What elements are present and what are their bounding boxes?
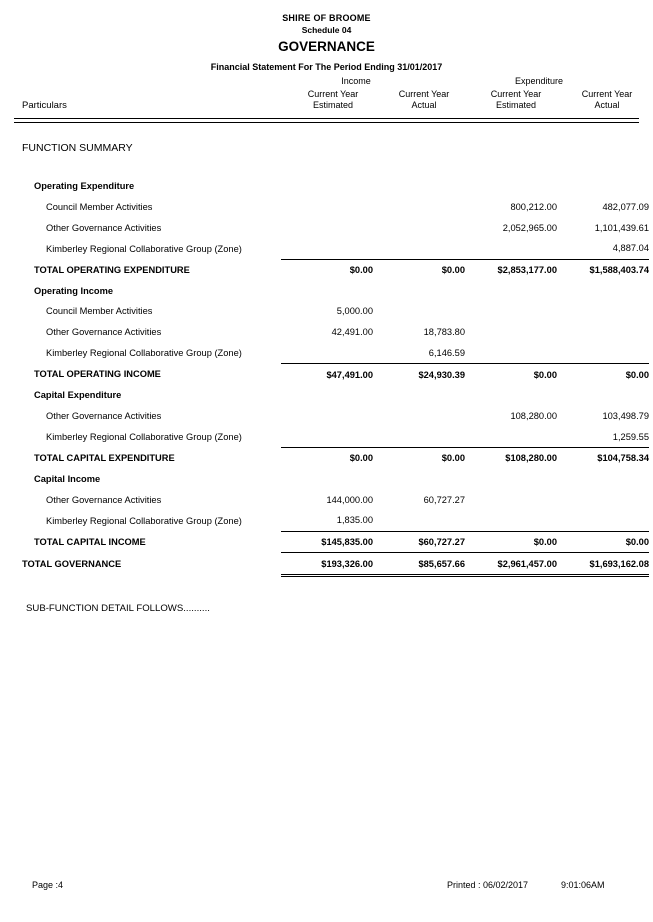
cell-income-estimated xyxy=(281,426,373,447)
cell-income-estimated xyxy=(281,176,373,197)
row-label: Kimberley Regional Collaborative Group (Zone) xyxy=(46,243,242,254)
column-header-line2: Actual xyxy=(411,100,437,110)
cell-expenditure-estimated xyxy=(465,510,557,531)
cell-pad xyxy=(649,447,653,468)
header-rule-thick xyxy=(14,118,639,119)
cell-expenditure-estimated xyxy=(465,301,557,322)
row-label: Other Governance Activities xyxy=(46,327,162,338)
cell-income-estimated xyxy=(281,280,373,301)
column-header-income-actual xyxy=(378,89,470,111)
cell-expenditure-estimated xyxy=(465,238,557,259)
cell-pad xyxy=(649,176,653,197)
table-row xyxy=(0,259,653,280)
cell-expenditure-actual xyxy=(557,301,649,322)
table-row xyxy=(0,301,653,322)
cell-expenditure-actual: $0.00 xyxy=(557,364,649,385)
table-row xyxy=(0,531,653,553)
page-number: Page :4 xyxy=(32,880,64,890)
cell-income-estimated: $145,835.00 xyxy=(281,531,373,553)
table-row xyxy=(0,197,653,218)
cell-income-estimated xyxy=(281,217,373,238)
cell-income-actual: 18,783.80 xyxy=(423,327,465,338)
cell-expenditure-estimated: 2,052,965.00 xyxy=(502,222,557,233)
cell-expenditure-estimated: 108,280.00 xyxy=(510,410,557,421)
cell-expenditure-estimated: $2,853,177.00 xyxy=(465,259,557,280)
table-row xyxy=(0,343,653,364)
cell-expenditure-estimated: $108,280.00 xyxy=(465,447,557,468)
column-header-line2: Estimated xyxy=(312,100,354,110)
cell-income-actual xyxy=(373,217,465,238)
cell-expenditure-actual xyxy=(557,343,649,364)
cell-pad xyxy=(649,301,653,322)
page-title: GOVERNANCE xyxy=(278,39,375,54)
column-header-expenditure-estimated xyxy=(470,89,562,111)
row-label: Other Governance Activities xyxy=(46,222,162,233)
table-row-grand-total xyxy=(0,553,653,576)
row-label: TOTAL OPERATING INCOME xyxy=(34,369,161,380)
printed-date: Printed : 06/02/2017 xyxy=(447,880,529,890)
table-row xyxy=(0,469,653,490)
cell-expenditure-estimated xyxy=(465,489,557,510)
cell-pad xyxy=(649,238,653,259)
cell-income-actual xyxy=(373,406,465,427)
table-row xyxy=(0,385,653,406)
cell-expenditure-estimated xyxy=(465,385,557,406)
table-row xyxy=(0,510,653,531)
column-header-line1: Current Year xyxy=(398,89,450,99)
cell-income-estimated: 144,000.00 xyxy=(326,494,373,505)
row-label: Capital Income xyxy=(34,473,101,484)
column-header-line1: Current Year xyxy=(490,89,542,99)
column-header-income-estimated xyxy=(287,89,379,111)
cell-income-actual xyxy=(373,176,465,197)
table-row xyxy=(0,280,653,301)
column-header-band xyxy=(0,76,653,116)
cell-income-estimated xyxy=(281,343,373,364)
cell-expenditure-estimated: $2,961,457.00 xyxy=(465,553,557,576)
cell-expenditure-estimated xyxy=(465,469,557,490)
cell-expenditure-actual: 1,259.55 xyxy=(612,431,649,442)
cell-income-estimated xyxy=(281,238,373,259)
cell-pad xyxy=(649,197,653,218)
cell-income-estimated xyxy=(281,385,373,406)
cell-expenditure-actual xyxy=(557,176,649,197)
cell-income-actual xyxy=(373,197,465,218)
cell-expenditure-estimated: 800,212.00 xyxy=(510,202,557,213)
cell-income-estimated: $193,326.00 xyxy=(281,553,373,576)
cell-pad xyxy=(649,259,653,280)
cell-income-actual xyxy=(373,301,465,322)
cell-income-actual: $0.00 xyxy=(373,259,465,280)
cell-income-estimated: $47,491.00 xyxy=(281,364,373,385)
cell-income-estimated xyxy=(281,469,373,490)
cell-income-actual xyxy=(373,280,465,301)
column-header-line2: Estimated xyxy=(495,100,537,110)
table-row xyxy=(0,322,653,343)
cell-income-actual: 60,727.27 xyxy=(423,494,465,505)
table-row xyxy=(0,217,653,238)
cell-expenditure-actual xyxy=(557,489,649,510)
column-header-line2: Actual xyxy=(594,100,620,110)
cell-pad xyxy=(649,469,653,490)
cell-pad xyxy=(649,489,653,510)
cell-income-actual xyxy=(373,469,465,490)
cell-pad xyxy=(649,280,653,301)
table-row xyxy=(0,426,653,447)
document-header xyxy=(0,0,653,72)
cell-expenditure-estimated xyxy=(465,280,557,301)
row-label: Other Governance Activities xyxy=(46,494,162,505)
column-header-particulars: Particulars xyxy=(22,100,67,111)
column-header-expenditure-actual xyxy=(561,89,653,111)
cell-pad xyxy=(649,406,653,427)
cell-pad xyxy=(649,364,653,385)
cell-income-estimated: $0.00 xyxy=(281,447,373,468)
cell-expenditure-actual xyxy=(557,385,649,406)
table-row xyxy=(0,489,653,510)
period-line: Financial Statement For The Period Ending 31/01/2017 xyxy=(210,62,443,72)
cell-expenditure-actual xyxy=(557,469,649,490)
cell-income-actual: $60,727.27 xyxy=(373,531,465,553)
cell-pad xyxy=(649,217,653,238)
cell-expenditure-actual: $1,693,162.08 xyxy=(557,553,649,576)
row-label: Operating Income xyxy=(34,285,114,296)
cell-expenditure-actual: 482,077.09 xyxy=(602,202,649,213)
cell-income-estimated: 1,835.00 xyxy=(336,515,373,526)
cell-pad xyxy=(649,531,653,553)
column-header-line1: Current Year xyxy=(581,89,633,99)
cell-income-actual: $85,657.66 xyxy=(373,553,465,576)
row-label: TOTAL OPERATING EXPENDITURE xyxy=(34,264,190,275)
cell-expenditure-actual xyxy=(557,280,649,301)
cell-income-actual xyxy=(373,510,465,531)
row-label: Kimberley Regional Collaborative Group (Zone) xyxy=(46,431,242,442)
financial-table xyxy=(0,176,653,577)
row-label: Operating Expenditure xyxy=(34,181,135,192)
cell-pad xyxy=(649,426,653,447)
table-row xyxy=(0,176,653,197)
table-row xyxy=(0,447,653,468)
cell-expenditure-estimated: $0.00 xyxy=(465,364,557,385)
cell-income-actual: $24,930.39 xyxy=(373,364,465,385)
row-label: Capital Expenditure xyxy=(34,390,122,401)
cell-pad xyxy=(649,385,653,406)
cell-expenditure-actual xyxy=(557,510,649,531)
cell-expenditure-actual: 4,887.04 xyxy=(612,243,649,254)
cell-pad xyxy=(649,343,653,364)
cell-pad xyxy=(649,553,653,576)
row-label: Kimberley Regional Collaborative Group (Zone) xyxy=(46,348,242,359)
cell-income-actual xyxy=(373,426,465,447)
cell-expenditure-actual: $1,588,403.74 xyxy=(557,259,649,280)
cell-expenditure-actual: $104,758.34 xyxy=(557,447,649,468)
section-heading: FUNCTION SUMMARY xyxy=(22,142,133,154)
row-label: Kimberley Regional Collaborative Group (Zone) xyxy=(46,515,242,526)
table-row xyxy=(0,364,653,385)
cell-expenditure-actual: $0.00 xyxy=(557,531,649,553)
cell-income-estimated: $0.00 xyxy=(281,259,373,280)
row-label: Other Governance Activities xyxy=(46,410,162,421)
cell-expenditure-actual: 1,101,439.61 xyxy=(594,222,649,233)
cell-income-estimated: 42,491.00 xyxy=(331,327,373,338)
column-group-income: Income xyxy=(341,76,371,86)
cell-income-estimated: 5,000.00 xyxy=(336,306,373,317)
header-rule-thin xyxy=(14,122,639,123)
column-group-expenditure: Expenditure xyxy=(514,76,564,86)
cell-pad xyxy=(649,510,653,531)
cell-income-actual xyxy=(373,385,465,406)
sub-function-note: SUB-FUNCTION DETAIL FOLLOWS.......... xyxy=(26,603,210,615)
row-label: TOTAL CAPITAL EXPENDITURE xyxy=(34,453,175,464)
cell-income-estimated xyxy=(281,406,373,427)
schedule-number: Schedule 04 xyxy=(301,25,352,35)
cell-pad xyxy=(649,322,653,343)
row-label: TOTAL CAPITAL INCOME xyxy=(34,537,146,548)
cell-income-actual: $0.00 xyxy=(373,447,465,468)
table-row xyxy=(0,238,653,259)
cell-expenditure-actual xyxy=(557,322,649,343)
cell-expenditure-estimated xyxy=(465,343,557,364)
cell-income-actual: 6,146.59 xyxy=(428,347,465,358)
organisation-name: SHIRE OF BROOME xyxy=(282,13,371,23)
cell-income-actual xyxy=(373,238,465,259)
table-row xyxy=(0,406,653,427)
cell-expenditure-estimated: $0.00 xyxy=(465,531,557,553)
cell-expenditure-estimated xyxy=(465,322,557,343)
printed-time: 9:01:06AM xyxy=(561,880,605,890)
cell-expenditure-estimated xyxy=(465,426,557,447)
cell-income-estimated xyxy=(281,197,373,218)
column-header-line1: Current Year xyxy=(307,89,359,99)
cell-expenditure-actual: 103,498.79 xyxy=(602,410,649,421)
row-label: Council Member Activities xyxy=(46,202,153,213)
cell-expenditure-estimated xyxy=(465,176,557,197)
row-label: Council Member Activities xyxy=(46,306,153,317)
row-label: TOTAL GOVERNANCE xyxy=(22,559,122,570)
